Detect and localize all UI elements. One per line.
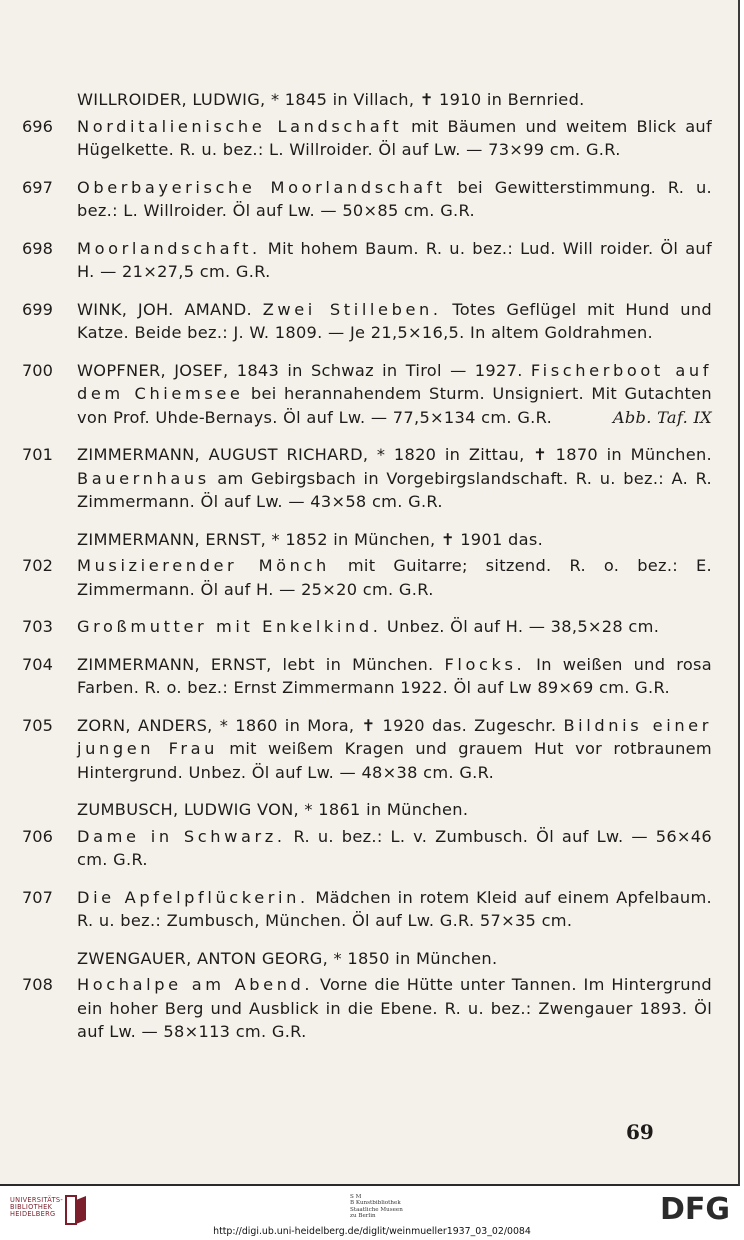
page-number: 69	[626, 1120, 654, 1144]
artist-heading: ZIMMERMANN, ERNST, * 1852 in München, ✝ 1901 das.	[77, 529, 544, 549]
artwork-title: Hochalpe am Abend.	[77, 975, 314, 994]
catalog-entry	[22, 359, 712, 430]
artwork-details: am Gebirgsbach in Vorgebirgslandschaft. R. u. bez.: A. R. Zimmermann. Öl auf Lw. — 43×58 cm. G.R.	[77, 468, 712, 511]
artwork-title: Bauernhaus	[77, 468, 210, 488]
catalog-entry	[22, 554, 712, 601]
lot-number: 696	[22, 116, 53, 136]
lot-number: 702	[22, 556, 53, 575]
artwork-title: Die Apfelpflückerin.	[77, 887, 309, 907]
entry-description	[77, 825, 712, 872]
lot-number: 700	[22, 360, 53, 380]
source-url[interactable]: http://digi.ub.uni-heidelberg.de/diglit/weinmueller1937_03_02/0084	[213, 1226, 531, 1237]
artist-heading: ZUMBUSCH, LUDWIG VON, * 1861 in München.	[77, 800, 469, 819]
entry-description	[77, 237, 712, 284]
lot-number: 706	[22, 826, 53, 846]
lot-number: 703	[22, 617, 53, 636]
artwork-details: Unbez. Öl auf H. — 38,5×28 cm.	[381, 617, 660, 636]
artwork-details: R. u. bez.: L. v. Zumbusch. Öl auf Lw. — 56×46 cm. G.R.	[77, 826, 712, 869]
artwork-details: bei Gewitterstimmung. R. u. bez.: L. Willroider. Öl auf Lw. — 50×85 cm. G.R.	[77, 177, 712, 220]
lot-number: 704	[22, 654, 53, 674]
artwork-details: bei herannahendem Sturm. Unsigniert. Mit Gutachten von Prof. Uhde-Bernays. Öl auf Lw. — 77,5×134 cm. G.R.	[77, 384, 712, 427]
entry-description	[77, 443, 712, 514]
catalog-entry	[22, 237, 712, 284]
university-line-2: BIBLIOTHEK	[10, 1203, 53, 1212]
lot-number: 697	[22, 177, 53, 197]
catalog-entry	[22, 714, 712, 785]
lot-number: 699	[22, 299, 53, 319]
artwork-details: Totes Geflügel mit Hund und Katze. Beide bez.: J. W. 1809. — Je 21,5×16,5. In altem Goldrahmen.	[77, 299, 712, 342]
catalog-entry	[22, 615, 712, 639]
artwork-title: Musizierender Mönch	[77, 556, 330, 575]
lot-number: 705	[22, 715, 53, 735]
entry-description	[77, 115, 712, 162]
artwork-title: Norditalienische Landschaft	[77, 116, 403, 136]
artist-inline: ZIMMERMANN, ERNST, lebt in München.	[77, 654, 445, 674]
artwork-details: Vorne die Hütte unter Tannen. Im Hintergrund ein hoher Berg und Ausblick in die Ebene. R. u. bez.: Zwengauer 1893. Öl auf Lw. — 58×113 cm. G.R.	[77, 975, 712, 1041]
entry-description	[77, 714, 712, 785]
artwork-details: mit Guitarre; sitzend. R. o. bez.: E. Zimmermann. Öl auf H. — 25×20 cm. G.R.	[77, 556, 712, 599]
smb-line-1: S M	[350, 1194, 362, 1200]
catalog-entry	[22, 886, 712, 933]
catalog-entry	[22, 443, 712, 514]
artwork-title: Oberbayerische Moorlandschaft	[77, 177, 446, 197]
catalog-entry	[22, 115, 712, 162]
artist-inline: ZIMMERMANN, AUGUST RICHARD, * 1820 in Zittau, ✝ 1870 in München.	[77, 445, 712, 464]
catalog-content	[22, 88, 712, 1058]
artwork-title: Großmutter mit Enkelkind.	[77, 617, 382, 636]
university-line-3: HEIDELBERG	[10, 1210, 56, 1219]
dfg-logo: DFG	[660, 1192, 731, 1227]
artist-inline: WOPFNER, JOSEF, 1843 in Schwaz in Tirol — 1927.	[77, 360, 531, 380]
catalog-entry	[22, 298, 712, 345]
lot-number: 698	[22, 238, 53, 258]
artwork-details: mit Bäumen und weitem Blick auf Hügelkette. R. u. bez.: L. Willroider. Öl auf Lw. — 73×99 cm. G.R.	[77, 116, 712, 159]
smb-line-3: Staatliche Museen	[350, 1206, 403, 1213]
catalog-entry	[22, 176, 712, 223]
university-library-label	[10, 1197, 63, 1219]
catalog-entry	[22, 973, 712, 1044]
artwork-details: mit weißem Kragen und grauem Hut vor rotbraunem Hintergrund. Unbez. Öl auf Lw. — 48×38 cm. G.R.	[77, 739, 712, 782]
entry-description	[77, 886, 712, 933]
artist-heading: WILLROIDER, LUDWIG, * 1845 in Villach, ✝ 1910 in Bernried.	[77, 90, 585, 109]
smb-line-2: B Kunstbibliothek	[350, 1200, 401, 1207]
artist-inline: WINK, JOH. AMAND.	[77, 299, 263, 319]
artwork-title: Fischerboot auf dem Chiemsee	[77, 360, 713, 403]
entry-description	[77, 615, 712, 639]
catalog-entry	[22, 653, 712, 700]
artwork-details: Mädchen in rotem Kleid auf einem Apfelbaum. R. u. bez.: Zumbusch, München. Öl auf Lw. G.R. 57×35 cm.	[77, 887, 713, 930]
entry-description	[77, 298, 712, 345]
entry-description	[77, 554, 712, 601]
artwork-title: Zwei Stilleben.	[262, 299, 442, 319]
artwork-title: Flocks.	[444, 654, 526, 674]
entry-description	[77, 359, 712, 430]
entry-description	[77, 653, 712, 700]
artwork-title: Dame in Schwarz.	[77, 826, 286, 846]
catalog-entry	[22, 825, 712, 872]
lot-number: 708	[22, 975, 53, 994]
lot-number: 707	[22, 887, 53, 907]
artwork-details: Mit hohem Baum. R. u. bez.: Lud. Will roider. Öl auf H. — 21×27,5 cm. G.R.	[77, 238, 712, 281]
artwork-title: Moorlandschaft.	[77, 238, 261, 258]
entry-description	[77, 973, 712, 1044]
smb-kunstbibliothek-label	[350, 1194, 430, 1220]
smb-line-4: zu Berlin	[350, 1213, 376, 1220]
university-library-logo-icon	[64, 1194, 90, 1228]
artwork-title: Bildnis einer jungen Frau	[77, 715, 712, 758]
plate-reference: Abb. Taf. IX	[612, 407, 712, 427]
university-line-1: UNIVERSITÄTS-	[10, 1196, 64, 1204]
lot-number: 701	[22, 445, 53, 464]
artwork-details: In weißen und rosa Farben. R. o. bez.: Ernst Zimmermann 1922. Öl auf Lw 89×69 cm. G.R.	[77, 654, 712, 697]
artist-inline: ZORN, ANDERS, * 1860 in Mora, ✝ 1920 das. Zugeschr.	[77, 715, 564, 735]
entry-description	[77, 176, 712, 223]
artist-heading: ZWENGAUER, ANTON GEORG, * 1850 in München.	[77, 948, 498, 968]
